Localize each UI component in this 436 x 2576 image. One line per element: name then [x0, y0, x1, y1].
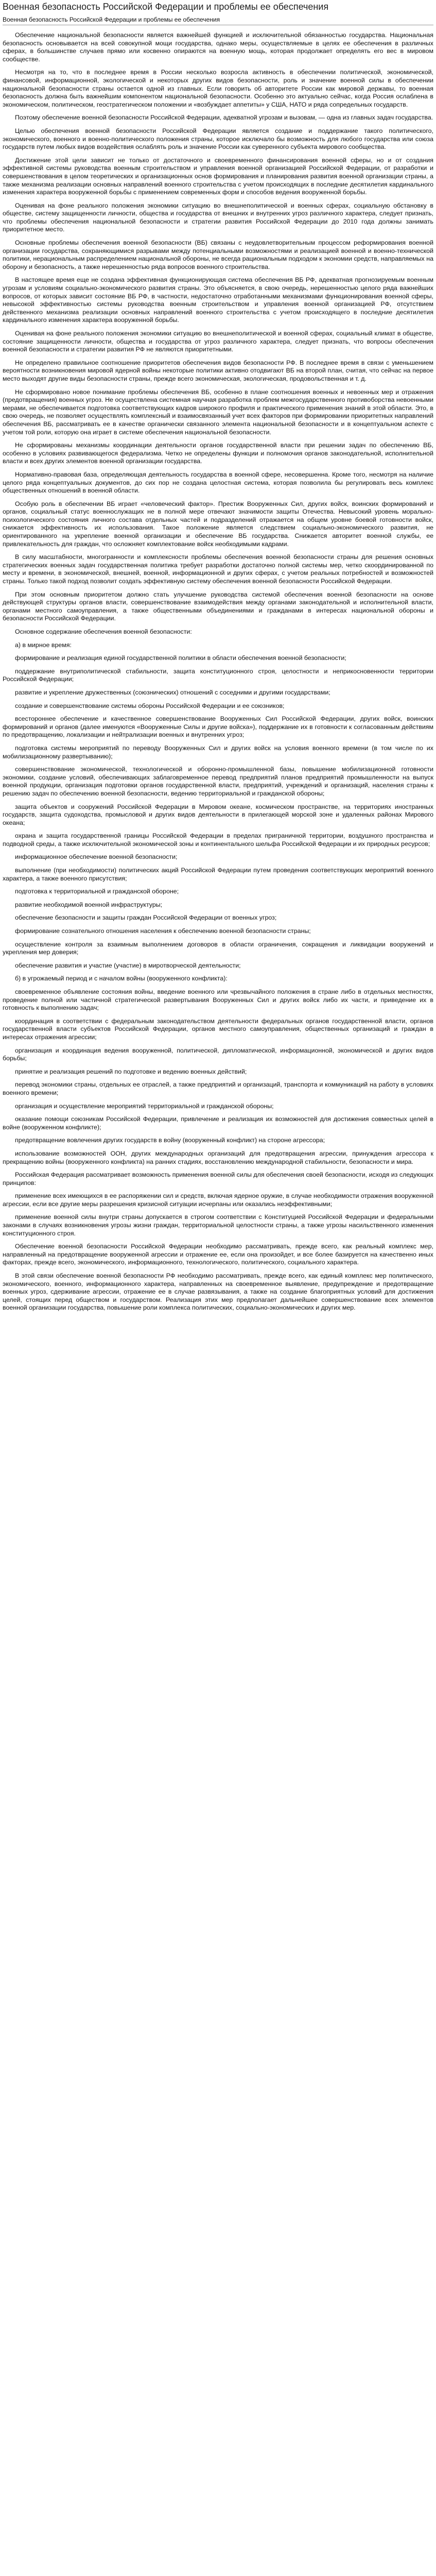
article-paragraph: охрана и защита государственной границы Российской Федерации в пределах приграничной территории, воздушного пространства и подводной среды, а также исключительной экономической зоны и континентального шельфа Российской Федерации и их природных ресурсов;	[3, 832, 433, 848]
article-paragraph: обеспечение развития и участие (участие) в миротворческой деятельности;	[15, 961, 241, 969]
article-paragraph: обеспечение безопасности и защиты граждан Российской Федерации от военных угроз;	[15, 914, 277, 922]
article-paragraph: Основное содержание обеспечения военной безопасности:	[15, 628, 192, 635]
article-paragraph: совершенствование экономической, технологической и оборонно-промышленной базы, повышение мобилизационной готовности экономики, создание условий, обеспечивающих заблаговременное перевод предприятий планов предприятий промышленности на выпуск военной продукции, организация подготовки органов государственной власти, предприятий, учреждений и организаций, населения страны к решению задач по обеспечению военной безопасности, ведению территориальной и гражданской обороны;	[3, 766, 433, 797]
article-paragraph: Несмотря на то, что в последнее время в России несколько возросла активность в обеспечении политической, экономической, финансовой, информационной, экологической и некоторых других видов безопасности, роль и значение военной силы в обеспечении национальной безопасности страны остается одной из главных. Если говорить об авторитете России как мировой державы, то военная безопасность должна быть важнейшим компонентом национальной безопасности. Особенно это актуально сейчас, когда Россия ослаблена в экономическом, политическом, геостратегическом положении и «возбуждает аппетиты» у США, НАТО и ряда сопредельных государств.	[3, 69, 433, 108]
article-paragraph: осуществление контроля за взаимным выполнением договоров в области ограничения, сокращения и ликвидации вооружений и укрепления мер доверия;	[3, 940, 433, 956]
article-paragraph: координация в соответствии с федеральным законодательством деятельности федеральных органов государственной власти, органов государственной власти субъектов Российской Федерации, органов местного самоуправления, общественных организаций и граждан в интересах отражения агрессии;	[3, 1017, 433, 1041]
article-paragraph: организация и осуществление мероприятий территориальной и гражданской обороны;	[15, 1102, 274, 1110]
article-paragraph: В настоящее время еще не создана эффективная функционирующая система обеспечения ВБ РФ, адекватная прогнозируемым военным угрозам и условиям социально-экономического развития страны. Это объясняется, в свою очередь, нерешенностью целого ряда важнейших вопросов, от которых зависит состояние ВБ РФ, в частности, недостаточно отработанными механизмами функционирования военной сферы, невысокой эффективностью системы руководства военным строительством и управления военной организацией РФ, отсутствием действенного механизма реализации основных направлений военного строительства с учетом происходящего в последние десятилетия кардинального изменения характера вооруженной борьбы.	[3, 276, 433, 324]
article-paragraph: подготовка системы мероприятий по переводу Вооруженных Сил и других войск на условия военного времени (в том числе по их мобилизационному развертыванию);	[3, 744, 433, 760]
article-paragraph: Нормативно-правовая база, определяющая деятельность государства в военной сфере, несовершенна. Кроме того, несмотря на наличие целого ряда концептуальных документов, до сих пор не создана целостная система, которая позволила бы регулировать весь комплекс общественных отношений в военной области.	[3, 470, 433, 495]
article-paragraph: При этом основным приоритетом должно стать улучшение руководства системой обеспечения военной безопасности на основе действующей структуры органов власти, совершенствование взаимодействия между органами законодательной и исполнительной власти, органами местного самоуправления, а также общественными объединениями и гражданами в интересах национальной обороны и безопасности Российской Федерации.	[3, 590, 433, 622]
article-body	[3, 31, 433, 1312]
article-paragraph: В этой связи обеспечение военной безопасности РФ необходимо рассматривать, прежде всего, как единый комплекс мер политического, экономического, военного, информационного характера, направленных на своевременное выявление, предупреждение и предотвращение военных угроз, сдерживание агрессии, отражение ее в случае развязывания, а также на создание благоприятных условий для достижения целей, стоящих перед обществом и государством. Реализация этих мер предполагает дальнейшее совершенствование всех элементов военной организации государства, повышение роли комплекса политических, социально-экономических и других мер.	[3, 1272, 433, 1312]
page-title: Военная безопасность Российской Федерации и проблемы ее обеспечения	[3, 2, 329, 12]
article-paragraph: Российская Федерация рассматривает возможность применения военной силы для обеспечения своей безопасности, исходя из следующих принципов:	[3, 1171, 433, 1187]
article-paragraph: перевод экономики страны, отдельных ее отраслей, а также предприятий и организаций, транспорта и коммуникаций на работу в условиях военного времени;	[3, 1081, 433, 1096]
article-paragraph: организация и координация ведения вооруженной, политической, дипломатической, информационной, экономической и других видов борьбы;	[3, 1046, 433, 1062]
article-paragraph: Не определено правильное соотношение приоритетов обеспечения видов безопасности РФ. В последнее время в связи с уменьшением вероятности возникновения мировой ядерной войны некоторые политики активно отодвигают ВБ на второй план, считая, что сейчас на первое место выходят другие виды безопасности страны, прежде всего экономическая, экологическая, продовольственная и т. д.	[3, 359, 433, 382]
article-paragraph: защита объектов и сооружений Российской Федерации в Мировом океане, космическом пространстве, на территориях иностранных государств, защита судоходства, промысловой и других видов деятельности в прилегающей морской зоне и удаленных районах Мирового океана;	[3, 803, 433, 826]
article-paragraph: использование возможностей ООН, других международных организаций для предотвращения агрессии, принуждения агрессора к прекращению войны (вооруженного конфликта) на ранних стадиях, восстановлению международной стабильности, безопасности и мира.	[3, 1149, 433, 1165]
article-paragraph: а) в мирное время:	[15, 641, 72, 649]
article-paragraph: формирование и реализация единой государственной политики в области обеспечения военной безопасности;	[15, 654, 346, 662]
article-paragraph: б) в угрожаемый период и с началом войны (вооруженного конфликта):	[15, 975, 228, 982]
article-paragraph: выполнение (при необходимости) политических акций Российской Федерации путем проведения соответствующих мероприятий военного характера, а также военного присутствия;	[3, 867, 433, 882]
article-paragraph: формирование сознательного отношения населения к обеспечению военной безопасности страны;	[15, 927, 311, 935]
article-paragraph: Обеспечение военной безопасности Российской Федерации необходимо рассматривать, прежде всего, как реальный комплекс мер, направленный на предотвращение вооруженной агрессии и отражение ее, если она произойдет, и все более базируется на качественно иных факторах, прежде всего, экономического, информационного, технологического, политического, социального характера.	[3, 1243, 433, 1266]
article-paragraph: своевременное объявление состояния войны, введение военного или чрезвычайного положения в стране либо в отдельных местностях, проведение полной или частичной стратегической развертывания Вооруженных Сил и других войск либо их части, и приведение их в готовность к выполнению задач;	[3, 988, 433, 1012]
article-paragraph: информационное обеспечение военной безопасности;	[15, 853, 178, 861]
article-paragraph: Особую роль в обеспечении ВБ играет «человеческий фактор». Престиж Вооруженных Сил, других войск, воинских формирований и органов, социальный статус военнослужащих не в полной мере отвечают значимости защиты Отечества. Невысокий уровень морально-психологического состояния личного состава отдельных частей и подразделений отражается на общем уровне боевой готовности войск, снижается эффективность их использования. Такое положение является следствием социально-экономического развития, не ориентированного на укрепление военной организации и обеспечение ВБ государства. Снижается авторитет военной службы, ее привлекательность для граждан, что осложняет комплектование войск необходимыми кадрами.	[3, 500, 433, 548]
article-paragraph: Основные проблемы обеспечения военной безопасности (ВБ) связаны с неудовлетворительным процессом реформирования военной организации государства, сохраняющимися разрывами между потенциальными возможностями и реализацией военной и военно-технической политики, нерациональным распределением национальной обороны, не всегда рациональным подходом к экономии средств, направляемых на оборону и безопасность, а также нерешенностью ряда вопросов военного строительства.	[3, 239, 433, 270]
article-paragraph: предотвращение вовлечения других государств в войну (вооруженный конфликт) на стороне агрессора;	[15, 1137, 325, 1144]
article-paragraph: принятие и реализация решений по подготовке и ведению военных действий;	[15, 1067, 247, 1075]
article-paragraph: Оценивая на фоне реального положения экономики ситуацию во внешнеполитической и военных сферах, социальную обстановку в обществе, систему защищенности личности, общества и государства от внешних и внутренних угроз различного характера, следует признать, что проблемы обеспечения национальной безопасности и стратегии развития Российской Федерации до 2010 года должны занимать приоритетное место.	[3, 201, 433, 233]
article-paragraph: всестороннее обеспечение и качественное совершенствование Вооруженных Сил Российской Федерации, других войск, воинских формирований и органов (далее именуются «Вооруженные Силы и другие войска»), поддержание их в готовности к согласованным действиям по предотвращению, локализации и нейтрализации военных и внутренних угроз;	[3, 715, 433, 739]
article-paragraph: оказание помощи союзникам Российской Федерации, привлечение и реализация их возможностей для достижения совместных целей в войне (вооруженном конфликте);	[3, 1115, 433, 1131]
article-paragraph: Обеспечение национальной безопасности является важнейшей функцией и исключительной обязанностью государства. Национальная безопасность основывается на всей совокупной мощи государства, однако меры, осуществляемые в целях ее обеспечения в различных сферах, в большинстве случаев прямо или косвенно опираются на военную мощь, которая продолжает определять его вес в мировом сообществе.	[3, 31, 433, 63]
article-paragraph: поддержание внутриполитической стабильности, защита конституционного строя, целостности и неприкосновенности территории Российской Федерации;	[3, 667, 433, 683]
article-paragraph: развитие и укрепление дружественных (союзнических) отношений с соседними и другими государствами;	[15, 688, 330, 696]
article-paragraph: создание и совершенствование системы обороны Российской Федерации и ее союзников;	[15, 702, 285, 709]
article-paragraph: Оценивая на фоне реального положения экономики ситуацию во внешнеполитической и военной сферах, социальный климат в обществе, состояние защищенности личности, общества и государства от угроз различного характера, следует признать, что вопросы обеспечения военной безопасности и стратегии развития РФ не являются приоритетными.	[3, 330, 433, 353]
article-paragraph: Достижение этой цели зависит не только от достаточного и своевременного финансирования военной сферы, но и от создания эффективной системы руководства военным строительством и управления военной организацией Российской Федерации, от разработки и совершенствования в целом теоретических и организационных основ формирования и планирования развития военной организации страны, а также механизма реализации основных направлений военного строительства с учетом происходящих в последние десятилетия кардинального изменения характера вооруженной борьбы с применением современных форм и способов ведения вооруженной борьбы.	[3, 156, 433, 196]
article-paragraph: Поэтому обеспечение военной безопасности Российской Федерации, адекватной угрозам и вызовам, — одна из главных задач государства.	[15, 114, 433, 122]
article-paragraph: Целью обеспечения военной безопасности Российской Федерации является создание и поддержание такого политического, экономического, военного и военно-политического положения страны, которое исключало бы возможность для любого государства или союза государств путем любых видов воздействия ослаблять роль и значение России как суверенного субъекта мирового сообщества.	[3, 127, 433, 151]
article-paragraph: развитие необходимой военной инфраструктуры;	[15, 901, 163, 908]
article-paragraph: применение военной силы внутри страны допускается в строгом соответствии с Конституцией Российской Федерации и федеральными законами в случаях возникновения угрозы жизни граждан, территориальной целостности страны, а также угрозы насильственного изменения конституционного строя.	[3, 1213, 433, 1237]
article-paragraph: применение всех имеющихся в ее распоряжении сил и средств, включая ядерное оружие, в случае необходимости отражения вооруженной агрессии, если все другие меры разрешения кризисной ситуации исчерпаны или оказались неэффективными;	[3, 1192, 433, 1208]
article-paragraph: Не сформированы механизмы координации деятельности органов государственной власти при решении задач по обеспечению ВБ, особенно в условиях развивающегося федерализма. Четко не определены функции и полномочия органов законодательной, исполнительной власти и всех других элементов военной организации государства.	[3, 442, 433, 465]
article-paragraph: подготовка к территориальной и гражданской обороне;	[15, 888, 179, 895]
article-paragraph: Не сформировано новое понимание проблемы обеспечения ВБ, особенно в плане соотношения военных и невоенных мер и отражения (предотвращения) военных угроз. Не осуществлена системная научная разработка проблем межгосударственного противоборства невоенными мерами, не обеспечивается подготовка соответствующих кадров широкого профиля и практического применения знаний в этой области. Это, в свою очередь, не позволяет осуществлять комплексный и взаимосвязанный учет всех факторов при формировании приоритетных направлений обеспечения ВБ, рассматривать ее в качестве органически связанного элемента национальной безопасности и в концептуальном аспекте с учетом той роли, которую она играет в системе обеспечения национальной безопасности.	[3, 388, 433, 436]
page-subtitle: Военная безопасность Российской Федерации и проблемы ее обеспечения	[3, 16, 433, 25]
article-paragraph: В силу масштабности, многогранности и комплексности проблемы обеспечения военной безопасности страны для решения основных стратегических военных задач государственная политика требует разработки достаточно полной системы мер, четко скоординированной по месту и времени, в экономической, внешней, военной, информационной и других сферах, с учетом реальных потребностей и возможностей страны. Только такой подход позволит создать эффективную систему обеспечения военной безопасности Российской Федерации.	[3, 553, 433, 585]
